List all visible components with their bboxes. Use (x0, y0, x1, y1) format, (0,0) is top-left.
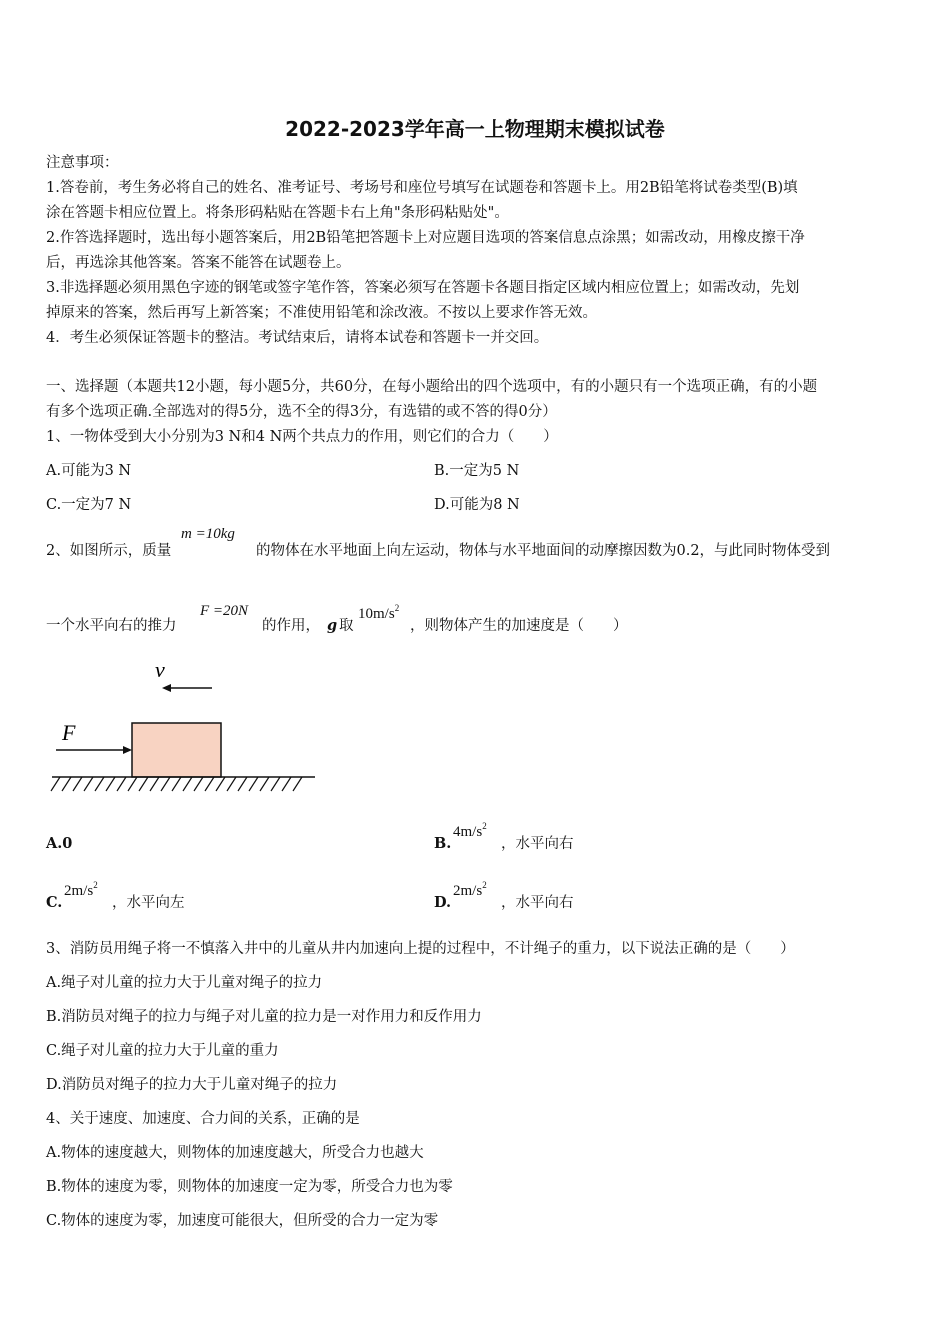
ground-hatching (51, 777, 302, 791)
hatch-line (95, 777, 104, 791)
hatch-line (216, 777, 225, 791)
q2-option-b-suffix: ，水平向右 (501, 836, 574, 852)
q2-option-b-value: $4m/s^2$ (453, 821, 487, 840)
q4-option-b: B.物体的速度为零，则物体的加速度一定为零，所受合力也为零 (46, 1179, 453, 1195)
question-1-stem: 1、一物体受到大小分别为3 N和4 N两个共点力的作用，则它们的合力（ ） (46, 429, 558, 445)
q3-option-a: A.绳子对儿童的拉力大于儿童对绳子的拉力 (46, 975, 323, 991)
q4-option-a: A.物体的速度越大，则物体的加速度越大，所受合力也越大 (46, 1145, 424, 1161)
q2-option-c-value: $2m/s^2$ (64, 880, 98, 899)
velocity-label: v (155, 657, 165, 682)
hatch-line (227, 777, 236, 791)
notice-heading: 注意事项： (46, 155, 119, 171)
force-diagram (40, 650, 330, 800)
question-3-stem: 3、消防员用绳子将一不慎落入井中的儿童从井内加速向上提的过程中，不计绳子的重力，以下说法正确的是（ ） (46, 941, 795, 957)
mass-formula: m =10kg (181, 526, 235, 542)
q3-option-d: D.消防员对绳子的拉力大于儿童对绳子的拉力 (46, 1077, 338, 1093)
question-2-stem-e: 取 (339, 618, 354, 634)
force-label: F (62, 720, 76, 745)
q2-option-b-prefix: B. (434, 835, 452, 852)
hatch-line (62, 777, 71, 791)
hatch-line (117, 777, 126, 791)
hatch-line (172, 777, 181, 791)
notice-line: 掉原来的答案，然后再写上新答案；不准使用铅笔和涂改液。不按以上要求作答无效。 (46, 305, 597, 321)
hatch-line (238, 777, 247, 791)
q1-option-c: C.一定为7 N (46, 497, 132, 513)
hatch-line (282, 777, 291, 791)
question-2-stem-c: 一个水平向右的推力 (46, 618, 177, 634)
question-4-stem: 4、关于速度、加速度、合力间的关系，正确的是 (46, 1111, 360, 1127)
hatch-line (271, 777, 280, 791)
notice-line: 后，再选涂其他答案。答案不能答在试题卷上。 (46, 255, 351, 271)
question-2-stem-a: 2、如图所示，质量 (46, 543, 172, 559)
q2-option-d-value: $2m/s^2$ (453, 880, 487, 899)
hatch-line (194, 777, 203, 791)
hatch-line (150, 777, 159, 791)
hatch-line (84, 777, 93, 791)
hatch-line (205, 777, 214, 791)
force-arrowhead (123, 746, 132, 754)
hatch-line (249, 777, 258, 791)
section-heading: 一、选择题（本题共12小题，每小题5分，共60分，在每小题给出的四个选项中，有的小题只有一个选项正确，有的小题 (46, 379, 818, 395)
hatch-line (161, 777, 170, 791)
hatch-line (183, 777, 192, 791)
hatch-line (139, 777, 148, 791)
q4-option-c: C.物体的速度为零，加速度可能很大，但所受的合力一定为零 (46, 1213, 439, 1229)
q2-option-c-suffix: ，水平向左 (112, 895, 185, 911)
velocity-arrowhead (162, 684, 171, 692)
q2-option-d-suffix: ，水平向右 (501, 895, 574, 911)
q3-option-c: C.绳子对儿童的拉力大于儿童的重力 (46, 1043, 279, 1059)
notice-line: 1.答卷前，考生务必将自己的姓名、准考证号、考场号和座位号填写在试题卷和答题卡上。用2B铅笔将试卷类型(B)填 (46, 180, 798, 196)
hatch-line (106, 777, 115, 791)
hatch-line (293, 777, 302, 791)
notice-line: 涂在答题卡相应位置上。将条形码粘贴在答题卡右上角"条形码粘贴处"。 (46, 205, 509, 221)
hatch-line (260, 777, 269, 791)
g-symbol: g (327, 617, 338, 634)
q2-option-a: A.0 (46, 835, 73, 852)
page-title: 2022-2023学年高一上物理期末模拟试卷 (285, 117, 665, 141)
question-2-stem-f: ，则物体产生的加速度是（ ） (410, 618, 628, 634)
q1-option-d: D.可能为8 N (434, 497, 520, 513)
q3-option-b: B.消防员对绳子的拉力与绳子对儿童的拉力是一对作用力和反作用力 (46, 1009, 482, 1025)
question-2-stem-d: 的作用， (262, 618, 320, 634)
g-value: $10m/s^2$ (358, 603, 400, 622)
notice-line: 4．考生必须保证答题卡的整洁。考试结束后，请将本试卷和答题卡一并交回。 (46, 330, 549, 346)
q1-option-a: A.可能为3 N (46, 463, 132, 479)
hatch-line (128, 777, 137, 791)
q2-option-d-prefix: D. (434, 894, 452, 911)
question-2-stem-b: 的物体在水平地面上向左运动，物体与水平地面间的动摩擦因数为0.2，与此同时物体受到 (256, 543, 831, 559)
hatch-line (73, 777, 82, 791)
force-formula: F =20N (200, 603, 249, 619)
hatch-line (51, 777, 60, 791)
notice-line: 2.作答选择题时，选出每小题答案后，用2B铅笔把答题卡上对应题目选项的答案信息点涂黑；如需改动，用橡皮擦干净 (46, 230, 805, 246)
block (132, 723, 221, 777)
q2-option-c-prefix: C. (46, 894, 63, 911)
q1-option-b: B.一定为5 N (434, 463, 520, 479)
notice-line: 3.非选择题必须用黑色字迹的钢笔或签字笔作答，答案必须写在答题卡各题目指定区域内相应位置上；如需改动，先划 (46, 280, 800, 296)
section-heading: 有多个选项正确.全部选对的得5分，选不全的得3分，有选错的或不答的得0分） (46, 404, 557, 420)
